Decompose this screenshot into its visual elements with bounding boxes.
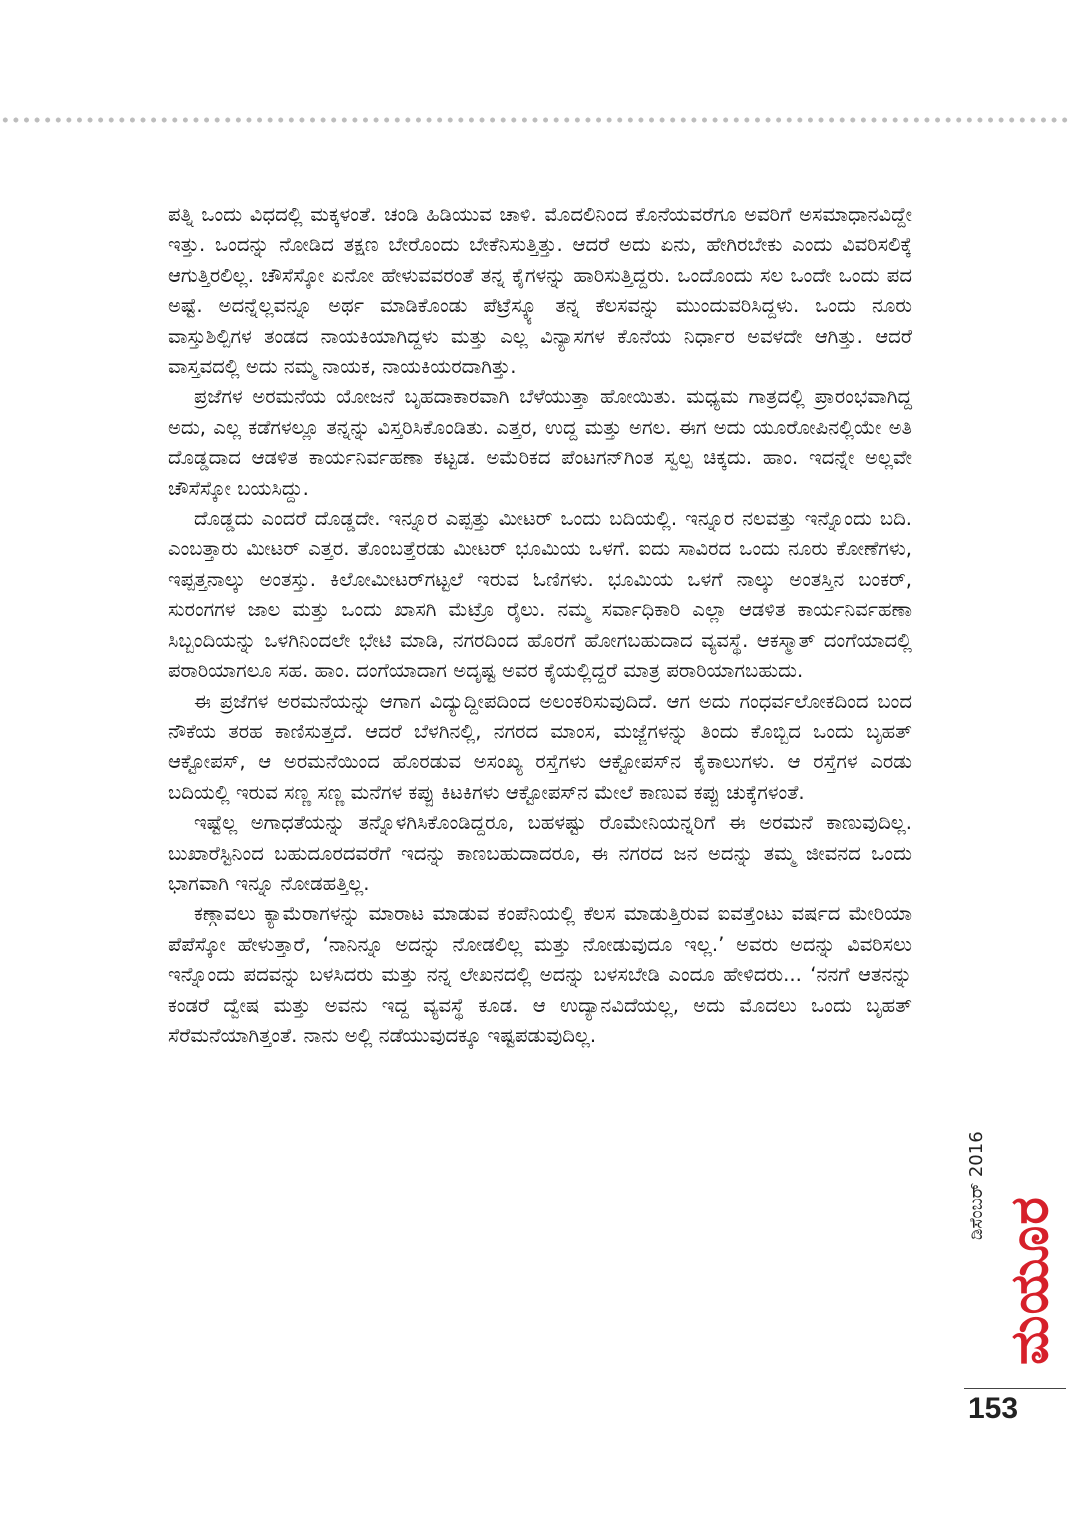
- page-number-rule: [964, 1388, 1066, 1389]
- paragraph-1: ಪತ್ನಿ ಒಂದು ವಿಧದಲ್ಲಿ ಮಕ್ಕಳಂತೆ. ಚಂಡಿ ಹಿಡಿಯುವ ಚಾಳಿ. ಮೊದಲಿನಿಂದ ಕೊನೆಯವರೆಗೂ ಅವರಿಗೆ ಅಸಮಾಧಾನವಿದ್ದೇ ಇತ್ತು. ಒಂದನ್ನು ನೋಡಿದ ತಕ್ಷಣ ಬೇರೊಂದು ಬೇಕೆನಿಸುತ್ತಿತ್ತು. ಆದರೆ ಅದು ಏನು, ಹೇಗಿರಬೇಕು ಎಂದು ವಿವರಿಸಲಿಕ್ಕೆ ಆಗುತ್ತಿರಲಿಲ್ಲ. ಚೌಸೆಸ್ಕೋ ಏನೋ ಹೇಳುವವರಂತೆ ತನ್ನ ಕೈಗಳನ್ನು ಹಾರಿಸುತ್ತಿದ್ದರು. ಒಂದೊಂದು ಸಲ ಒಂದೇ ಒಂದು ಪದ ಅಷ್ಟೆ. ಅದನ್ನೆಲ್ಲವನ್ನೂ ಅರ್ಥ ಮಾಡಿಕೊಂಡು ಪೆಟ್ರೆಸ್ಕ್ಯೂ ತನ್ನ ಕೆಲಸವನ್ನು ಮುಂದುವರಿಸಿದ್ದಳು. ಒಂದು ನೂರು ವಾಸ್ತುಶಿಲ್ಪಿಗಳ ತಂಡದ ನಾಯಕಿಯಾಗಿದ್ದಳು ಮತ್ತು ಎಲ್ಲ ವಿನ್ಯಾಸಗಳ ಕೊನೆಯ ನಿರ್ಧಾರ ಅವಳದೇ ಆಗಿತ್ತು. ಆದರೆ ವಾಸ್ತವದಲ್ಲಿ ಅದು ನಮ್ಮ ನಾಯಕ, ನಾಯಕಿಯರದಾಗಿತ್ತು.: [168, 203, 912, 379]
- magazine-logo: ಮಯೂರ: [1000, 1196, 1060, 1365]
- issue-date: ಡಿಸೆಂಬರ್ 2016: [966, 1131, 987, 1240]
- paragraph-2: ಪ್ರಜೆಗಳ ಅರಮನೆಯ ಯೋಜನೆ ಬೃಹದಾಕಾರವಾಗಿ ಬೆಳೆಯುತ್ತಾ ಹೋಯಿತು. ಮಧ್ಯಮ ಗಾತ್ರದಲ್ಲಿ ಪ್ರಾರಂಭವಾಗಿದ್ದ ಅದು, ಎಲ್ಲ ಕಡೆಗಳಲ್ಲೂ ತನ್ನನ್ನು ವಿಸ್ತರಿಸಿಕೊಂಡಿತು. ಎತ್ತರ, ಉದ್ದ ಮತ್ತು ಅಗಲ. ಈಗ ಅದು ಯೂರೋಪಿನಲ್ಲಿಯೇ ಅತಿ ದೊಡ್ಡದಾದ ಆಡಳಿತ ಕಾರ್ಯನಿರ್ವಹಣಾ ಕಟ್ಟಡ. ಅಮೆರಿಕದ ಪೆಂಟಗನ್‌ಗಿಂತ ಸ್ವಲ್ಪ ಚಿಕ್ಕದು. ಹಾಂ. ಇದನ್ನೇ ಅಲ್ಲವೇ ಚೌಸೆಸ್ಕೋ ಬಯಸಿದ್ದು.: [168, 385, 912, 500]
- paragraph-4: ಈ ಪ್ರಜೆಗಳ ಅರಮನೆಯನ್ನು ಆಗಾಗ ವಿದ್ಯುದ್ದೀಪದಿಂದ ಅಲಂಕರಿಸುವುದಿದೆ. ಆಗ ಅದು ಗಂಧರ್ವಲೋಕದಿಂದ ಬಂದ ನೌಕೆಯ ತರಹ ಕಾಣಿಸುತ್ತದೆ. ಆದರೆ ಬೆಳಗಿನಲ್ಲಿ, ನಗರದ ಮಾಂಸ, ಮಜ್ಜೆಗಳನ್ನು ತಿಂದು ಕೊಬ್ಬಿದ ಒಂದು ಬೃಹತ್ ಆಕ್ಟೋಪಸ್, ಆ ಅರಮನೆಯಿಂದ ಹೊರಡುವ ಅಸಂಖ್ಯ ರಸ್ತೆಗಳು ಆಕ್ಟೋಪಸ್‌ನ ಕೈಕಾಲುಗಳು. ಆ ರಸ್ತೆಗಳ ಎರಡು ಬದಿಯಲ್ಲಿ ಇರುವ ಸಣ್ಣ ಸಣ್ಣ ಮನೆಗಳ ಕಪ್ಪು ಕಿಟಕಿಗಳು ಆಕ್ಟೋಪಸ್‌ನ ಮೇಲೆ ಕಾಣುವ ಕಪ್ಪು ಚುಕ್ಕೆಗಳಂತೆ.: [168, 689, 912, 804]
- paragraph-6: ಕಣ್ಗಾವಲು ಕ್ಯಾಮೆರಾಗಳನ್ನು ಮಾರಾಟ ಮಾಡುವ ಕಂಪೆನಿಯಲ್ಲಿ ಕೆಲಸ ಮಾಡುತ್ತಿರುವ ಐವತ್ತೆಂಟು ವರ್ಷದ ಮೇರಿಯಾ ಪೆಪೆಸ್ಕೋ ಹೇಳುತ್ತಾರೆ, ‘ನಾನಿನ್ನೂ ಅದನ್ನು ನೋಡಲಿಲ್ಲ ಮತ್ತು ನೋಡುವುದೂ ಇಲ್ಲ.’ ಅವರು ಅದನ್ನು ವಿವರಿಸಲು ಇನ್ನೊಂದು ಪದವನ್ನು ಬಳಸಿದರು ಮತ್ತು ನನ್ನ ಲೇಖನದಲ್ಲಿ ಅದನ್ನು ಬಳಸಬೇಡಿ ಎಂದೂ ಹೇಳಿದರು... ‘ನನಗೆ ಆತನನ್ನು ಕಂಡರೆ ದ್ವೇಷ ಮತ್ತು ಅವನು ಇದ್ದ ವ್ಯವಸ್ಥೆ ಕೂಡ. ಆ ಉದ್ಯಾನವಿದೆಯಲ್ಲ, ಅದು ಮೊದಲು ಒಂದು ಬೃಹತ್ ಸೆರೆಮನೆಯಾಗಿತ್ತಂತೆ. ನಾನು ಅಲ್ಲಿ ನಡೆಯುವುದಕ್ಕೂ ಇಷ್ಟಪಡುವುದಿಲ್ಲ.: [168, 902, 912, 1047]
- article-body: [168, 200, 912, 1051]
- dotted-header-rule: [0, 116, 1072, 124]
- paragraph-5: ಇಷ್ಟೆಲ್ಲ ಅಗಾಧತೆಯನ್ನು ತನ್ನೊಳಗಿಸಿಕೊಂಡಿದ್ದರೂ, ಬಹಳಷ್ಟು ರೊಮೇನಿಯನ್ನರಿಗೆ ಈ ಅರಮನೆ ಕಾಣುವುದಿಲ್ಲ. ಬುಖಾರೆಸ್ಟಿನಿಂದ ಬಹುದೂರದವರೆಗೆ ಇದನ್ನು ಕಾಣಬಹುದಾದರೂ, ಈ ನಗರದ ಜನ ಅದನ್ನು ತಮ್ಮ ಜೀವನದ ಒಂದು ಭಾಗವಾಗಿ ಇನ್ನೂ ನೋಡಹತ್ತಿಲ್ಲ.: [168, 811, 912, 895]
- paragraph-3: ದೊಡ್ಡದು ಎಂದರೆ ದೊಡ್ಡದೇ. ಇನ್ನೂರ ಎಪ್ಪತ್ತು ಮೀಟರ್ ಒಂದು ಬದಿಯಲ್ಲಿ. ಇನ್ನೂರ ನಲವತ್ತು ಇನ್ನೊಂದು ಬದಿ. ಎಂಬತ್ತಾರು ಮೀಟರ್ ಎತ್ತರ. ತೊಂಬತ್ತೆರಡು ಮೀಟರ್ ಭೂಮಿಯ ಒಳಗೆ. ಐದು ಸಾವಿರದ ಒಂದು ನೂರು ಕೋಣೆಗಳು, ಇಪ್ಪತ್ತನಾಲ್ಕು ಅಂತಸ್ತು. ಕಿಲೋಮೀಟರ್‌ಗಟ್ಟಲೆ ಇರುವ ಓಣಿಗಳು. ಭೂಮಿಯ ಒಳಗೆ ನಾಲ್ಕು ಅಂತಸ್ತಿನ ಬಂಕರ್, ಸುರಂಗಗಳ ಜಾಲ ಮತ್ತು ಒಂದು ಖಾಸಗಿ ಮೆಟ್ರೊ ರೈಲು. ನಮ್ಮ ಸರ್ವಾಧಿಕಾರಿ ಎಲ್ಲಾ ಆಡಳಿತ ಕಾರ್ಯನಿರ್ವಹಣಾ ಸಿಬ್ಬಂದಿಯನ್ನು ಒಳಗಿನಿಂದಲೇ ಭೇಟಿ ಮಾಡಿ, ನಗರದಿಂದ ಹೊರಗೆ ಹೋಗಬಹುದಾದ ವ್ಯವಸ್ಥೆ. ಆಕಸ್ಮಾತ್ ದಂಗೆಯಾದಲ್ಲಿ ಪರಾರಿಯಾಗಲೂ ಸಹ. ಹಾಂ. ದಂಗೆಯಾದಾಗ ಅದೃಷ್ಟ ಅವರ ಕೈಯಲ್ಲಿದ್ದರೆ ಮಾತ್ರ ಪರಾರಿಯಾಗಬಹುದು.: [168, 507, 912, 683]
- page-number: 153: [968, 1392, 1019, 1425]
